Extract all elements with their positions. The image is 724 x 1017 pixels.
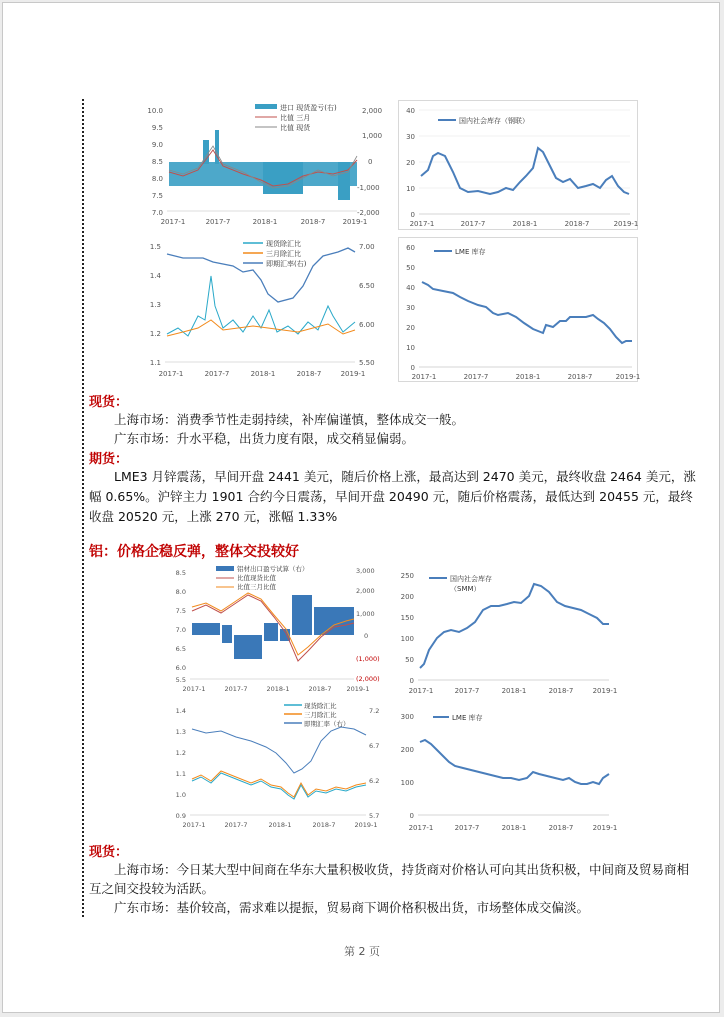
zinc-futures-text: LME3 月锌震荡，早间开盘 2441 美元，随后价格上涨，最高达到 2470 美元，最终收盘 2464 美元，涨幅 0.65%。沪锌主力 1901 合约今日震荡，早间开盘 20490 元，随后价格震荡，最低达到 20455 元，最终收盘 20520 元，上涨 270 元，涨幅 1.33% bbox=[89, 469, 696, 524]
y-tick: 8.0 bbox=[175, 588, 186, 596]
y-tick: 50 bbox=[405, 656, 414, 664]
x-tick: 2018-7 bbox=[300, 218, 326, 226]
y-right-tick: (1,000) bbox=[356, 655, 380, 663]
y-tick: 200 bbox=[400, 593, 414, 601]
y-tick: 8.5 bbox=[175, 569, 186, 577]
y-tick: 30 bbox=[406, 304, 415, 312]
x-tick: 2019-1 bbox=[592, 687, 618, 695]
zinc-futures-heading: 期货： bbox=[89, 452, 129, 467]
zinc-chart-spot-ratio bbox=[143, 100, 383, 228]
al-chart-domestic-stock bbox=[399, 566, 616, 699]
legend-label: 三月除汇比 bbox=[304, 711, 337, 719]
x-tick: 2018-1 bbox=[515, 373, 541, 381]
x-tick: 2018-1 bbox=[250, 370, 276, 378]
x-tick: 2019-1 bbox=[354, 821, 378, 829]
y-tick: 1.1 bbox=[175, 770, 186, 778]
y-right-tick: 7.00 bbox=[359, 243, 375, 251]
zinc-chart-domestic-stock bbox=[398, 100, 638, 230]
y-tick: 1.2 bbox=[175, 749, 186, 757]
x-tick: 2017-7 bbox=[454, 687, 480, 695]
y-tick: 200 bbox=[400, 746, 414, 754]
legend-label: 现货除汇比 bbox=[266, 240, 301, 248]
x-tick: 2019-1 bbox=[592, 824, 618, 832]
page-number: 第 2 页 bbox=[344, 945, 380, 958]
y-tick: 1.1 bbox=[149, 359, 161, 367]
legend-label: 比值 现货 bbox=[280, 124, 311, 132]
x-tick: 2017-1 bbox=[408, 687, 434, 695]
y-right-tick: 1,000 bbox=[362, 132, 383, 140]
y-tick: 1.5 bbox=[149, 243, 161, 251]
x-tick: 2017-1 bbox=[409, 220, 435, 228]
margin-dotted-line bbox=[82, 99, 84, 917]
legend-label: 国内社会库存 bbox=[450, 575, 492, 583]
x-tick: 2017-7 bbox=[224, 685, 248, 693]
y-tick: 50 bbox=[406, 264, 415, 272]
x-tick: 2018-1 bbox=[266, 685, 290, 693]
legend-label: 三月除汇比 bbox=[266, 250, 301, 258]
zinc-chart-lme-stock bbox=[398, 237, 641, 382]
y-tick: 10 bbox=[406, 185, 415, 193]
x-tick: 2018-1 bbox=[252, 218, 278, 226]
y-tick: 150 bbox=[400, 614, 414, 622]
y-tick: 1.4 bbox=[175, 707, 186, 715]
x-tick: 2018-7 bbox=[564, 220, 590, 228]
al-spot-guangdong: 广东市场：基价较高，需求难以提振，贸易商下调价格积极出货，市场整体成交偏淡。 bbox=[114, 900, 590, 915]
x-tick: 2017-1 bbox=[160, 218, 186, 226]
y-right-tick: (2,000) bbox=[356, 675, 380, 683]
y-tick: 0 bbox=[410, 211, 415, 219]
y-right-tick: 5.50 bbox=[359, 359, 375, 367]
y-right-tick: 3,000 bbox=[356, 567, 375, 575]
x-tick: 2017-7 bbox=[454, 824, 480, 832]
x-tick: 2018-1 bbox=[512, 220, 538, 228]
y-tick: 0.9 bbox=[175, 812, 186, 820]
y-tick: 7.0 bbox=[151, 209, 163, 217]
zinc-spot-guangdong: 广东市场：升水平稳，出货力度有限，成交稍显偏弱。 bbox=[114, 431, 415, 446]
y-tick: 20 bbox=[406, 324, 415, 332]
y-tick: 40 bbox=[406, 284, 415, 292]
y-tick: 9.0 bbox=[151, 141, 163, 149]
x-tick: 2017-7 bbox=[204, 370, 230, 378]
al-spot-heading: 现货： bbox=[89, 845, 129, 860]
legend-label: 铝材出口盈亏试算（右） bbox=[237, 565, 309, 573]
y-right-tick: 6.2 bbox=[369, 777, 380, 785]
legend-label: 进口 现货盈亏(右) bbox=[280, 104, 337, 112]
y-tick: 1.3 bbox=[175, 728, 186, 736]
legend-label: （SMM） bbox=[450, 585, 481, 593]
x-tick: 2019-1 bbox=[342, 218, 368, 226]
legend-label: 即期汇率(右) bbox=[266, 260, 307, 268]
y-tick: 7.5 bbox=[175, 607, 186, 615]
y-tick: 20 bbox=[406, 159, 415, 167]
al-chart-lme-stock bbox=[399, 704, 616, 834]
y-right-tick: 7.2 bbox=[369, 707, 380, 715]
legend-label: 即期汇率（右） bbox=[304, 720, 350, 728]
al-chart-exchange-ratio bbox=[176, 701, 386, 831]
y-tick: 8.5 bbox=[151, 158, 163, 166]
y-tick: 1.2 bbox=[149, 330, 161, 338]
legend-label: 比值 三月 bbox=[280, 114, 311, 122]
y-right-tick: 0 bbox=[364, 632, 369, 640]
y-tick: 1.3 bbox=[149, 301, 161, 309]
y-tick: 0 bbox=[409, 812, 414, 820]
zinc-spot-heading: 现货： bbox=[89, 395, 129, 410]
legend-label: 比值现货比值 bbox=[237, 574, 276, 582]
y-tick: 6.5 bbox=[175, 645, 186, 653]
x-tick: 2019-1 bbox=[340, 370, 366, 378]
x-tick: 2018-7 bbox=[548, 824, 574, 832]
y-tick: 5.5 bbox=[175, 676, 186, 684]
y-right-tick: 6.7 bbox=[369, 742, 380, 750]
x-tick: 2018-7 bbox=[308, 685, 332, 693]
x-tick: 2018-1 bbox=[268, 821, 292, 829]
y-tick: 60 bbox=[406, 244, 415, 252]
y-right-tick: 5.7 bbox=[369, 812, 380, 820]
y-tick: 40 bbox=[406, 107, 415, 115]
x-tick: 2019-1 bbox=[615, 373, 641, 381]
x-tick: 2017-7 bbox=[460, 220, 486, 228]
x-tick: 2017-1 bbox=[411, 373, 437, 381]
y-tick: 7.0 bbox=[175, 626, 186, 634]
x-tick: 2017-7 bbox=[224, 821, 248, 829]
zinc-spot-shanghai: 上海市场：消费季节性走弱持续，补库偏谨慎，整体成交一般。 bbox=[114, 412, 465, 427]
x-tick: 2018-1 bbox=[501, 824, 527, 832]
zinc-chart-exchange-ratio bbox=[143, 236, 379, 381]
y-tick: 1.0 bbox=[175, 791, 186, 799]
legend-label: 比值三月比值 bbox=[237, 583, 276, 591]
y-right-tick: 2,000 bbox=[356, 587, 375, 595]
x-tick: 2018-1 bbox=[501, 687, 527, 695]
y-tick: 100 bbox=[400, 779, 414, 787]
legend-label: 现货除汇比 bbox=[304, 702, 337, 710]
al-chart-export-ratio bbox=[175, 563, 380, 695]
x-tick: 2019-1 bbox=[346, 685, 370, 693]
x-tick: 2017-1 bbox=[182, 821, 206, 829]
x-tick: 2017-1 bbox=[158, 370, 184, 378]
y-right-tick: -1,000 bbox=[357, 184, 380, 192]
y-tick: 10.0 bbox=[147, 107, 163, 115]
y-right-tick: 0 bbox=[368, 158, 373, 166]
y-right-tick: 1,000 bbox=[356, 610, 375, 618]
y-tick: 10 bbox=[406, 344, 415, 352]
x-tick: 2017-7 bbox=[205, 218, 231, 226]
y-right-tick: 2,000 bbox=[362, 107, 383, 115]
aluminium-section-title: 铝：价格企稳反弹，整体交投较好 bbox=[89, 544, 299, 560]
document-page bbox=[2, 2, 720, 1013]
x-tick: 2018-7 bbox=[312, 821, 336, 829]
x-tick: 2017-1 bbox=[408, 824, 434, 832]
y-right-tick: -2,000 bbox=[357, 209, 380, 217]
legend-label: LME 库存 bbox=[455, 248, 486, 256]
y-tick: 0 bbox=[410, 364, 415, 372]
x-tick: 2017-7 bbox=[463, 373, 489, 381]
legend-label: 国内社会库存（钢联） bbox=[459, 117, 529, 125]
y-tick: 30 bbox=[406, 133, 415, 141]
y-tick: 1.4 bbox=[149, 272, 161, 280]
al-spot-shanghai: 上海市场：今日某大型中间商在华东大量积极收货，持货商对价格认可向其出货积极，中间商及贸易商相互之间交投较为活跃。 bbox=[89, 862, 690, 896]
y-tick: 7.5 bbox=[151, 192, 163, 200]
y-tick: 0 bbox=[409, 677, 414, 685]
y-tick: 100 bbox=[400, 635, 414, 643]
y-tick: 300 bbox=[400, 713, 414, 721]
x-tick: 2017-1 bbox=[182, 685, 206, 693]
y-tick: 250 bbox=[400, 572, 414, 580]
y-right-tick: 6.50 bbox=[359, 282, 375, 290]
x-tick: 2019-1 bbox=[613, 220, 639, 228]
y-tick: 8.0 bbox=[151, 175, 163, 183]
x-tick: 2018-7 bbox=[548, 687, 574, 695]
x-tick: 2018-7 bbox=[296, 370, 322, 378]
y-tick: 9.5 bbox=[151, 124, 163, 132]
y-right-tick: 6.00 bbox=[359, 321, 375, 329]
legend-label: LME 库存 bbox=[452, 714, 483, 722]
y-tick: 6.0 bbox=[175, 664, 186, 672]
x-tick: 2018-7 bbox=[567, 373, 593, 381]
